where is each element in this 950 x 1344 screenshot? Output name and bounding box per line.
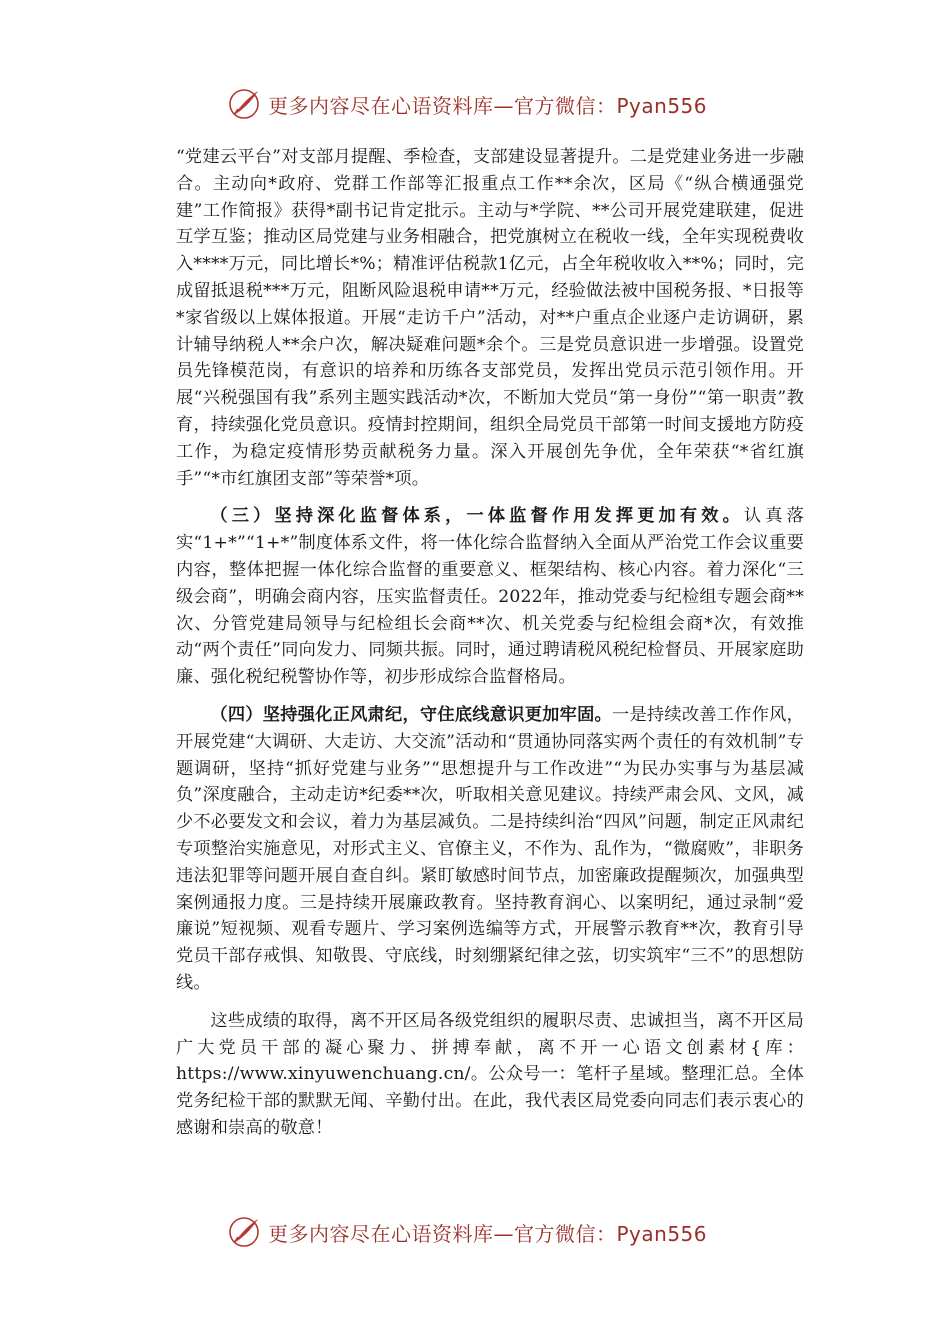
paragraph-4 [176,1008,804,1142]
paragraph-1-text: “党建云平台”对支部月提醒、季检查，支部建设显著提升。二是党建业务进一步融合。主动向*政府、党群工作部等汇报重点工作**余次，区局《“纵合横通强党建”工作简报》获得*副书记肯定批示。主动与*学院、**公司开展党建联建，促进互学互鉴；推动区局党建与业务相融合，把党旗树立在税收一线，全年实现税费收入****万元，同比增长*%；精准评估税款1亿元，占全年税收收入**%；同时，完成留抵退税***万元，阻断风险退税申请**万元，经验做法被中国税务报、*日报等*家省级以上媒体报道。开展“走访千户”活动，对**户重点企业逐户走访调研，累计辅导纳税人**余户次，解决疑难问题*余个。三是党员意识进一步增强。设置党员先锋模范岗，有意识的培养和历练各支部党员，发挥出党员示范引领作用。开展“兴税强国有我”系列主题实践活动*次，不断加大党员“第一身份”“第一职责”教育，持续强化党员意识。疫情封控期间，组织全局党员干部第一时间支援地方防疫工作，为稳定疫情形势贡献税务力量。深入开展创先争优，全年荣获“*省红旗手”“*市红旗团支部”等荣誉*项。 [176,147,804,489]
footer-watermark-banner [228,1212,748,1252]
banner-text: 更多内容尽在心语资料库—官方微信：Pyan556 [268,93,708,118]
paragraph-2-text: 认真落实“1+*”“1+*”制度体系文件，将一体化综合监督纳入全面从严治党工作会议重要内容，整体把握一体化综合监督的重要意义、框架结构、核心内容。着力深化“三级会商”，明确会商内容，压实监督责任。2022年，推动党委与纪检组专题会商**次、分管党建局领导与纪检组长会商**次、机关党委与纪检组会商*次，有效推动“两个责任”同向发力、同频共振。同时，通过聘请税风税纪检督员、开展家庭助廉、强化税纪税警协作等，初步形成综合监督格局。 [176,506,804,688]
section-3-heading: （三）坚持深化监督体系，一体监督作用发挥更加有效。 [210,506,744,527]
section-4-heading: （四）坚持强化正风肃纪，守住底线意识更加牢固。 [210,704,612,725]
paragraph-1 [176,144,804,492]
document-body [176,144,804,1142]
quill-logo-icon [228,1215,262,1249]
paragraph-3-text: 一是持续改善工作作风，开展党建“大调研、大走访、大交流”活动和“贯通协同落实两个责任的有效机制”专题调研，坚持“抓好党建与业务”“思想提升与工作改进”“为民办实事与为基层减负”深度融合，主动走访*纪委**次，听取相关意见建议。持续严肃会风、文风，减少不必要发文和会议，着力为基层减负。二是持续纠治“四风”问题，制定正风肃纪专项整治实施意见，对形式主义、官僚主义，不作为、乱作为，“微腐败”，非职务违法犯罪等问题开展自查自纠。紧盯敏感时间节点，加密廉政提醒频次，加强典型案例通报力度。三是持续开展廉政教育。坚持教育润心、以案明纪，通过录制“爱廉说”短视频、观看专题片、学习案例选编等方式，开展警示教育**次，教育引导党员干部存戒惧、知敬畏、守底线，时刻绷紧纪律之弦，切实筑牢“三不”的思想防线。 [176,704,804,993]
paragraph-3 [176,702,804,997]
paragraph-4-text: 这些成绩的取得，离不开区局各级党组织的履职尽责、忠诚担当，离不开区局广大党员干部的凝心聚力、拼搏奉献，离不开一心语文创素材{库：https://www.xinyuwenchuang.cn/。公众号一：笔杆子星域。整理汇总。全体党务纪检干部的默默无闻、辛勤付出。在此，我代表区局党委向同志们表示衷心的感谢和崇高的敬意！ [176,1010,804,1138]
banner-text: 更多内容尽在心语资料库—官方微信：Pyan556 [268,1221,708,1246]
quill-logo-icon [228,87,262,121]
header-watermark-banner [228,84,748,124]
paragraph-2 [176,503,804,691]
